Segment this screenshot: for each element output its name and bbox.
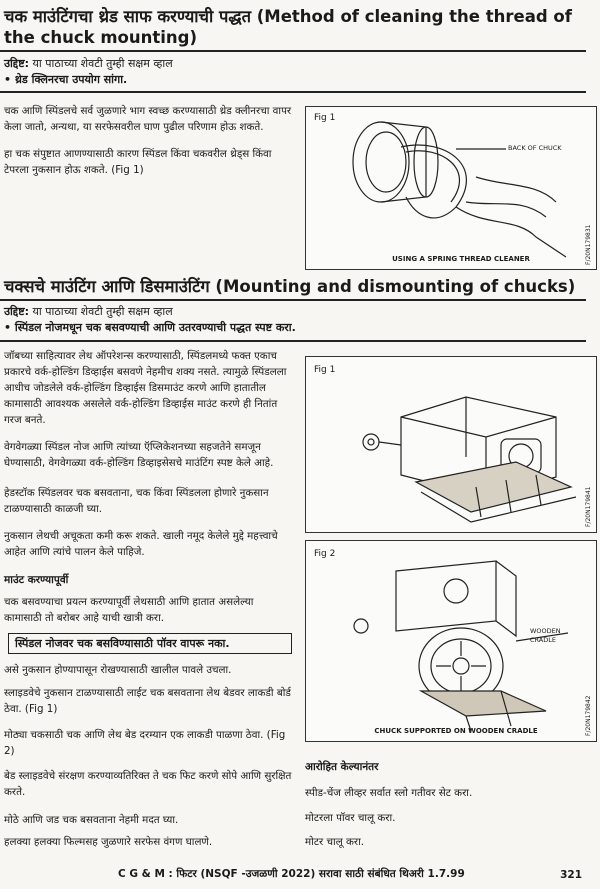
bullet-text: थ्रेड क्लिनरचा उपयोग सांगा.	[14, 73, 128, 86]
after-heading: आरोहित केल्यानंतर	[305, 761, 379, 773]
wooden-board-illustration	[306, 357, 596, 532]
section2-paragraph: मोठ्या चकसाठी चक आणि लेथ बेड दरम्यान एक लाकडी पाळणा ठेवा. (Fig 2)	[4, 729, 286, 757]
note-box: स्पिंडल नोजवर चक बसविण्यासाठी पॉवर वापरू नका.	[8, 633, 292, 654]
section1-objective	[4, 56, 173, 71]
section2-title: चक्सचे माउंटिंग आणि डिसमाउंटिंग (Mounting and dismounting of chucks)	[4, 277, 576, 296]
figure-label: Fig 1	[314, 113, 336, 123]
divider	[0, 299, 586, 301]
section2-paragraph: स्लाइडवेचे नुकसान टाळण्यासाठी लाईट चक बसवताना लेथ बेडवर लाकडी बोर्ड ठेवा. (Fig 1)	[4, 687, 291, 715]
bullet-icon: •	[4, 73, 12, 86]
footer-text: C G & M : फिटर (NSQF -उजळणी 2022) सरावा साठी संबंधित थिअरी 1.7.99	[118, 868, 465, 880]
after-item: मोटर चालू करा.	[305, 836, 365, 848]
divider	[0, 340, 586, 342]
section2-paragraph: वेगवेगळ्या स्पिंडल नोज आणि त्यांच्या ऍप्लिकेशनच्या सहजतेने समजून घेण्यासाठी, वेगवेगळ्या वर्क-होल्डिंग डिव्हाइसेसचे माउंटिंग स्पष्ट केले आहे.	[4, 441, 274, 469]
section2-paragraph: मोठे आणि जड चक बसवताना नेहमी मदत घ्या.	[4, 814, 179, 826]
section2-objective	[4, 304, 173, 319]
section2-paragraph: हलक्या हलक्या फिल्मसह जुळणारे सरफेस वंगण घालणे.	[4, 836, 213, 848]
section1-title: चक माउंटिंगचा थ्रेड साफ करण्याची पद्धत (Method of cleaning the thread of the chuck mounting)	[4, 7, 572, 47]
section1-bullet	[4, 72, 127, 87]
section1-paragraph: चक आणि स्पिंडलचे सर्व जुळणारे भाग स्वच्छ करण्यासाठी थ्रेड क्लीनरचा वापर केला जातो, अन्यथा, या सरफेसवरील घाण पुढील परिणाम होऊ शकते.	[4, 105, 292, 133]
section2-bullet	[4, 320, 296, 335]
bullet-text: स्पिंडल नोजमधून चक बसवण्याची आणि उतरवण्याची पद्धत स्पष्ट करा.	[14, 321, 296, 334]
figure-caption: USING A SPRING THREAD CLEANER	[392, 255, 530, 263]
section2-paragraph: बेड स्लाइडवेचे संरक्षण करण्याव्यतिरिक्त ते चक फिट करणे सोपे आणि सुरक्षित करते.	[4, 770, 292, 798]
objective-label: उद्दिष्ट:	[4, 57, 30, 70]
thread-cleaner-illustration	[306, 107, 596, 269]
divider	[0, 91, 586, 93]
sub-heading: माउंट करण्यापूर्वी	[4, 574, 69, 586]
bullet-icon: •	[4, 321, 12, 334]
divider	[0, 50, 586, 52]
figure-code: F/20N179841	[585, 486, 592, 527]
figure-code: F/20N179831	[585, 224, 592, 265]
figure-label: Fig 1	[314, 365, 336, 375]
figure-label: Fig 2	[314, 549, 336, 559]
section2-paragraph: जॉबच्या साहित्यावर लेथ ऑपरेशन्स करण्यासाठी, स्पिंडलमध्ये फक्त एकाच प्रकारचे वर्क-होल्डिंग डिव्हाईस बसवणे नेहमीच शक्य नसते. त्यामुळे स्पिंडलला आधीच जोडलेले वर्क-होल्डिंग डिव्हाईस डिसमाउंट करणे आणि हातातील कामासाठी आवश्यक असलेले वर्क-होल्डिंग डिव्हाईस माउंट करणे ही नितांत गरज बनते.	[4, 350, 287, 426]
figure-wooden-board	[305, 356, 597, 533]
objective-text: या पाठाच्या शेवटी तुम्ही सक्षम व्हाल	[32, 305, 173, 318]
section2-paragraph: चक बसवण्याचा प्रयत्न करण्यापूर्वी लेथसाठी आणि हातात असलेल्या कामासाठी तो बरोबर आहे याची खात्री करा.	[4, 596, 254, 624]
section1-paragraph: हा चक संपुष्टात आणण्यासाठी कारण स्पिंडल किंवा चकवरील थ्रेड्स किंवा टेपरला नुकसान होऊ शकते. (Fig 1)	[4, 148, 272, 176]
section2-paragraph: हेडस्टॉक स्पिंडलवर चक बसवताना, चक किंवा स्पिंडलला होणारे नुकसान टाळण्यासाठी काळजी घ्या.	[4, 487, 269, 515]
page-number: 321	[560, 869, 582, 881]
objective-text: या पाठाच्या शेवटी तुम्ही सक्षम व्हाल	[32, 57, 173, 70]
after-item: स्पीड-चेंज लीव्हर सर्वात स्लो गतीवर सेट करा.	[305, 787, 473, 799]
figure-thread-cleaner	[305, 106, 597, 270]
figure-caption: CHUCK SUPPORTED ON WOODEN CRADLE	[374, 727, 538, 735]
after-item: मोटरला पॉवर चालू करा.	[305, 812, 396, 824]
callout-back-of-chuck: BACK OF CHUCK	[508, 144, 562, 152]
section2-paragraph: असे नुकसान होण्यापासून रोखण्यासाठी खालील पावले उचला.	[4, 664, 232, 676]
section2-paragraph: नुकसान लेथची अचूकता कमी करू शकते. खाली नमूद केलेले मुद्दे महत्त्वाचे आहेत आणि त्यांचे पालन केले पाहिजे.	[4, 530, 278, 558]
objective-label: उद्दिष्ट:	[4, 305, 30, 318]
callout-cradle: CRADLE	[530, 636, 556, 644]
figure-wooden-cradle	[305, 540, 597, 742]
figure-code: F/20N179842	[585, 695, 592, 736]
callout-wooden: WOODEN	[530, 627, 561, 635]
